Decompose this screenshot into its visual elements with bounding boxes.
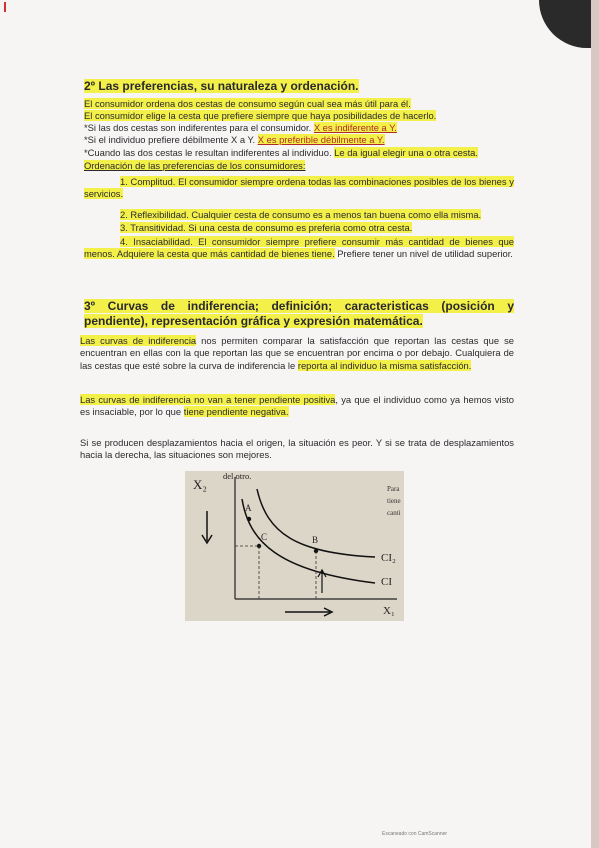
scan-corner-shadow [539, 0, 599, 48]
section-2-title: 2º Las preferencias, su naturaleza y ordenación. [84, 79, 359, 93]
figure-top-text: del otro. [223, 471, 252, 481]
point-label-c: C [261, 532, 268, 542]
line-indifferent: *Si las dos cestas son indiferentes para el consumidor. X es indiferente a Y. [84, 122, 397, 133]
x-axis-label: X₁ [383, 605, 395, 617]
section-3-title: 3º Curvas de indiferencia; definición; caracteristicas (posición y pendiente), representación gráfica y expresión matemática. [84, 299, 514, 328]
paragraph-definition: Las curvas de indiferencia nos permiten comparar la satisfacción que reportan las cestas que se encuentran en ellas con la que reportan las que se encuentran por encima o por debajo. Cualquiera de las cestas que esté sobre la curva de indiferencia le reporta al individuo la misma satisfacción. [80, 335, 514, 371]
item-reflexivity: 2. Reflexibilidad. Cualquier cesta de consumo es a menos tan buena como ella misma. [120, 209, 482, 220]
curve-label-ci: CI [381, 576, 392, 588]
ordering-heading: Ordenación de las preferencias de los consumidores: [84, 160, 306, 171]
item-completeness: 1. Complitud. El consumidor siempre ordena todas las combinaciones posibles de los bienes y servicios. [84, 176, 514, 200]
line-equal-choice: *Cuando las dos cestas le resultan indiferentes al individuo. Le da igual elegir una o otra cesta. [84, 147, 479, 158]
figure-side-text-1: Para [387, 485, 400, 493]
curve-label-ci2: CI₂ [381, 552, 396, 564]
indifference-curve-figure [185, 471, 404, 621]
indifference-curve-ci2 [257, 489, 375, 557]
figure-side-text-3: canti [387, 509, 401, 517]
line-choose-basket: El consumidor elige la cesta que prefiere siempre que haya posibilidades de hacerlo. [84, 110, 437, 121]
scanner-footer: Escaneado con CamScanner [382, 831, 448, 837]
item-transitivity: 3. Transitividad. Si una cesta de consumo es preferia como otra cesta. [120, 222, 413, 233]
point-a [247, 517, 251, 521]
line-weak-preference: *Si el individuo prefiere débilmente X a Y. X es preferible débilmente a Y. [84, 134, 385, 145]
paragraph-slope: Las curvas de indiferencia no van a tener pendiente positiva, ya que el individuo como ya hemos visto es insaciable, por lo que tiene pendiente negativa. [80, 394, 514, 418]
point-label-b: B [312, 535, 319, 545]
point-label-a: A [245, 503, 252, 513]
red-margin-mark [4, 2, 6, 12]
paragraph-shifts: Si se producen desplazamientos hacia el origen, la situación es peor. Y si se trata de desplazamientos hacia la derecha, las situaciones son mejores. [80, 437, 514, 461]
item-insatiability: 4. Insaciabilidad. El consumidor siempre prefiere consumir más cantidad de bienes que menos. Adquiere la cesta que más cantidad de bienes tiene. Prefiere tener un nivel de utilidad superior. [84, 236, 514, 260]
line-order-baskets: El consumidor ordena dos cestas de consumo según cual sea más útil para él. [84, 98, 411, 109]
y-axis-label: X₂ [193, 477, 207, 492]
figure-side-text-2: tiene [387, 497, 401, 505]
scan-edge [591, 0, 599, 848]
